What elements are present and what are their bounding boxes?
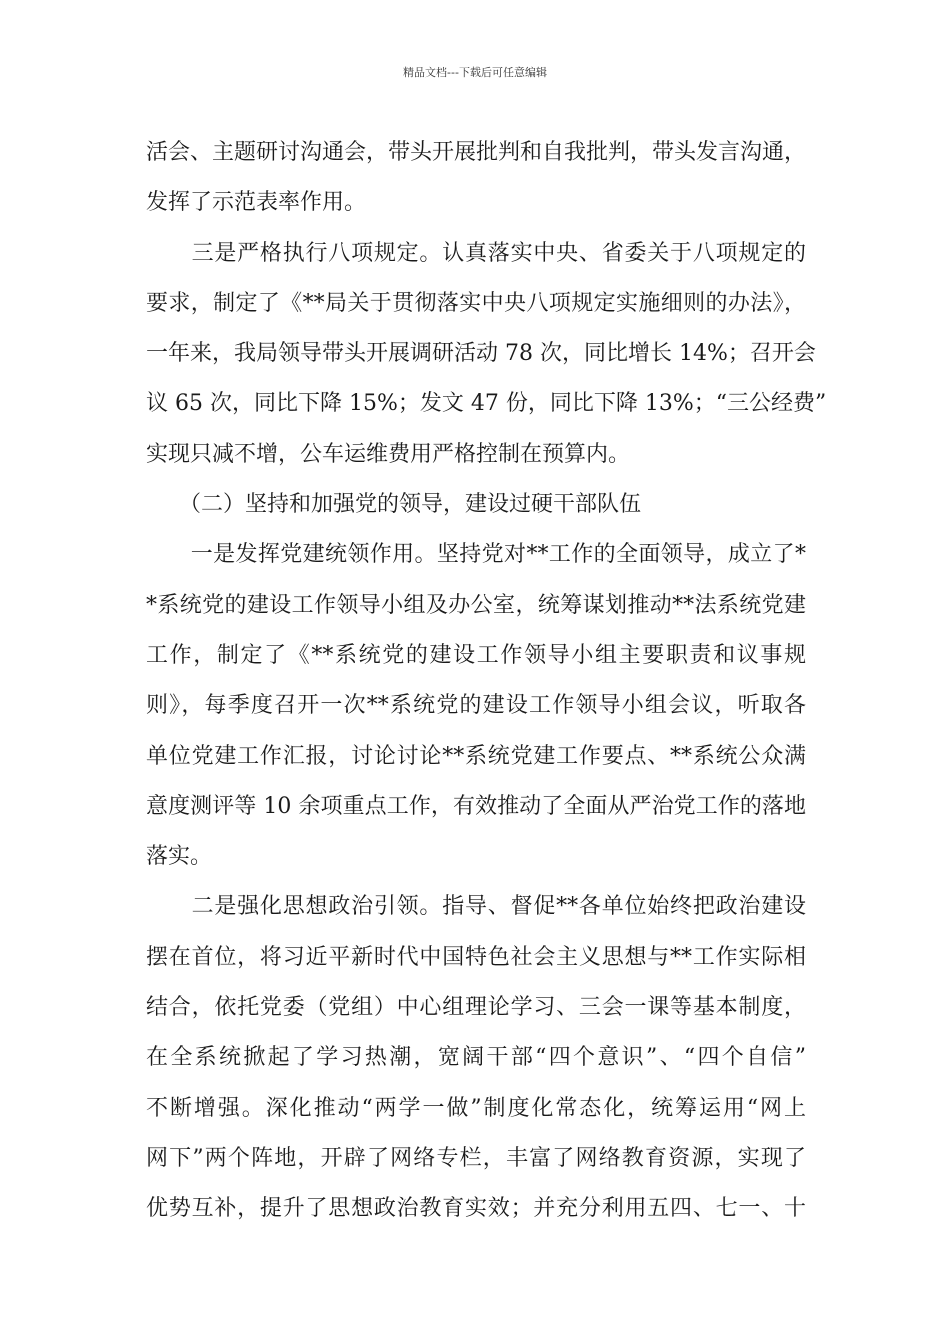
text-line: 实现只减不增，公车运维费用严格控制在预算内。 bbox=[146, 441, 631, 467]
text-line: 网下”两个阵地，开辟了网络专栏，丰富了网络教育资源，实现了 bbox=[146, 1145, 806, 1171]
text-line: 结合，依托党委（党组）中心组理论学习、三会一课等基本制度， bbox=[146, 995, 806, 1021]
text-line: 则》，每季度召开一次**系统党的建设工作领导小组会议，听取各 bbox=[146, 693, 806, 719]
text-line: 摆在首位，将习近平新时代中国特色社会主义思想与**工作实际相 bbox=[146, 944, 806, 970]
text-line: 要求，制定了《**局关于贯彻落实中央八项规定实施细则的办法》， bbox=[146, 290, 806, 316]
text-line: 发挥了示范表率作用。 bbox=[146, 190, 367, 216]
text-line: 单位党建工作汇报，讨论讨论**系统党建工作要点、**系统公众满 bbox=[146, 743, 806, 769]
text-line: 优势互补，提升了思想政治教育实效；并充分利用五四、七一、十 bbox=[146, 1196, 806, 1222]
section-heading: （二）坚持和加强党的领导，建设过硬干部队伍 bbox=[146, 492, 642, 518]
page-header: 精品文档---下载后可任意编辑 bbox=[403, 66, 547, 79]
text-line: 活会、主题研讨沟通会，带头开展批判和自我批判，带头发言沟通， bbox=[146, 140, 807, 165]
text-line: 意度测评等 10 余项重点工作，有效推动了全面从严治党工作的落地 bbox=[146, 793, 806, 819]
document-body bbox=[146, 128, 827, 1235]
text-line: 在全系统掀起了学习热潮，宽阔干部“四个意识”、“四个自信” bbox=[146, 1045, 806, 1071]
text-line: 三是严格执行八项规定。认真落实中央、省委关于八项规定的 bbox=[146, 240, 806, 266]
text-line: 一年来，我局领导带头开展调研活动 78 次，同比增长 14%；召开会 bbox=[146, 341, 816, 367]
text-line: *系统党的建设工作领导小组及办公室，统筹谋划推动**法系统党建 bbox=[146, 592, 806, 618]
text-line: 一是发挥党建统领作用。坚持党对**工作的全面领导，成立了* bbox=[146, 542, 806, 568]
text-line: 议 65 次，同比下降 15%；发文 47 份，同比下降 13%；“三公经费” bbox=[146, 391, 827, 417]
text-line: 不断增强。深化推动“两学一做”制度化常态化，统筹运用“网上 bbox=[146, 1095, 806, 1121]
text-line: 工作，制定了《**系统党的建设工作领导小组主要职责和议事规 bbox=[146, 642, 806, 668]
text-line: 落实。 bbox=[146, 844, 213, 870]
text-line: 二是强化思想政治引领。指导、督促**各单位始终把政治建设 bbox=[146, 894, 806, 920]
